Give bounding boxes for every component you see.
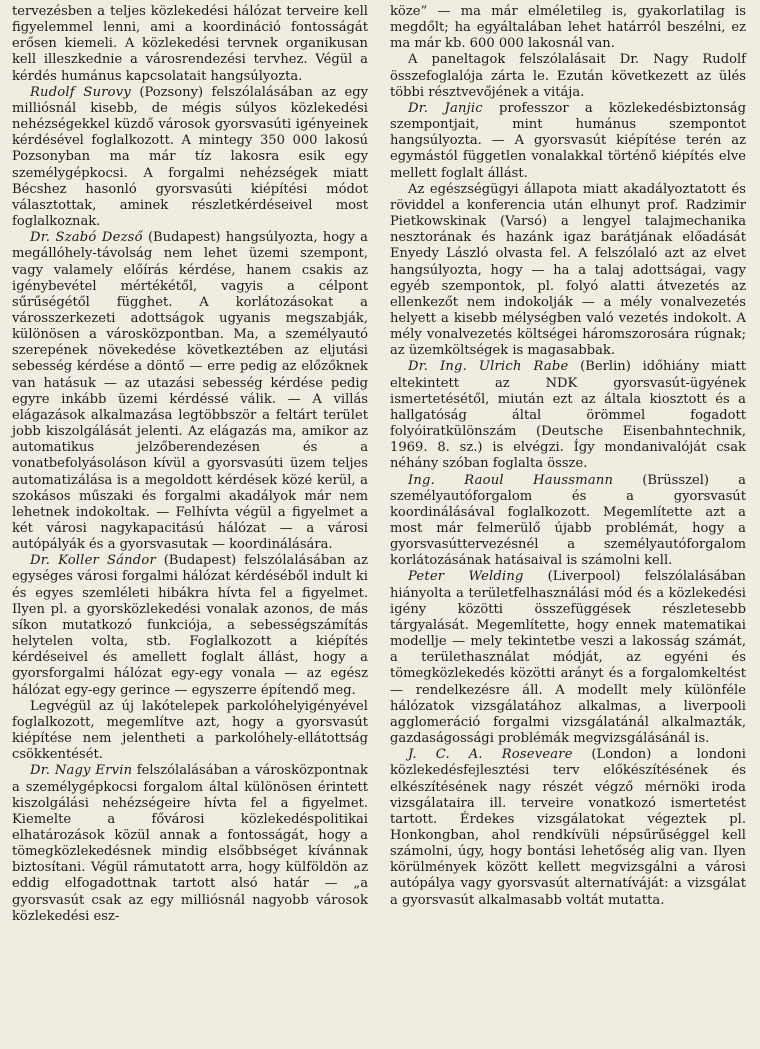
paragraph-text: (Brüsszel) a személyautóforgalom és a gyorsvasút koordinálásával foglalkozott. Megemlítette azt a most már felmerülő újabb problémát, hogy a gyorsvasúttervezésnél a személyautóforgalom korlátozásának hatásaival is számolni kell. (390, 472, 746, 569)
paragraph-text: (Berlin) időhiány miatt eltekintett az NDK gyorsvasút-ügyének ismertetésétől, miután ezt az általa kiosztott és a hallgatóság által örömmel fogadott folyóiratkülönszám (Deutsche Eisenbahntechnik, 1969. 8. sz.) is elvégzi. Így mondanivalóját csak néhány szóban foglalta össze. (390, 359, 746, 472)
speaker-name: Dr. Janjic (408, 100, 483, 116)
paragraph (12, 85, 368, 230)
paragraph (390, 569, 746, 747)
paragraph (12, 699, 368, 764)
paragraph (12, 4, 368, 85)
paragraph-text: Az egészségügyi állapota miatt akadályoztatott és röviddel a konferencia után elhunyt prof. Radzimir Pietkowskinak (Varsó) a lengyel talajmechanika nesztorának és hazánk igaz barátjának előadását Enyedy László olvasta fel. A felszólaló azt az elvet hangsúlyozta, hogy — ha a talaj adottságai, vagy egyéb szempontok, pl. folyó alatti átvezetés az ellenkezőt nem indokolják — a mély vonalvezetés helyett a kisebb mélységben való vezetés indokolt. A mély vonalvezetés költségei háromszorosára rúgnak; az üzemköltségek is magasabbak. (390, 181, 746, 359)
paragraph (390, 52, 746, 100)
paragraph-text: A paneltagok felszólalásait Dr. Nagy Rudolf összefoglalója zárta le. Ezután következett az ülés többi résztvevőjének a vitája. (390, 52, 746, 100)
paragraph (12, 553, 368, 698)
right-column (390, 4, 746, 1049)
paragraph-text: (Budapest) felszólalásában az egységes városi forgalmi hálózat kérdéséből indult ki és egyes szemléleti hibákra hívta fel a figyelmet. Ilyen pl. a gyorsközlekedési vonalak azonos, de más síkon mutatkozó funkciója, a sebességszámítás helytelen volta, stb. Foglalkozott a kiépítés kérdéseivel és amellett foglalt állást, hogy a gyorsforgalmi hálózat egy-egy vonala — az egész hálózat egy-egy gerince — egyszerre építendő meg. (12, 553, 368, 698)
paragraph-text: Legvégül az új lakótelepek parkolóhelyigényével foglalkozott, megemlítve azt, hogy a gyorsvasút kiépítése nem jelentheti a parkolóhely-ellátottság csökkentését. (12, 698, 368, 763)
paragraph (390, 747, 746, 909)
paragraph (12, 230, 368, 553)
paragraph-text: (Budapest) hangsúlyozta, hogy a megállóhely-távolság nem lehet üzemi szempont, vagy valamely előírás kérdése, hanem csakis az igénybevétel mértékétől, vagyis a célpont sűrűségétől függhet. A korlátozásokat a városszerkezeti adottságok ugyanis megszabják, különösen a városközpontban. Ma, a személyautó szerepének növekedése következtében az eljutási sebesség kérdése a döntő — erre pedig az előzőknek van hatásuk — az utazási sebesség kérdése pedig egyre inkább üzemi kérdéssé válik. — A villás elágazások alkalmazása legtöbbször a feltárt terület jobb kiszolgálását jelenti. Az elágazás ma, amikor az automatikus jelzőberendezésen és a vonatbefolyásoláson kívül a gyorsvasúti üzem teljes automatizálása is a megoldott kérdések közé kerül, a szokásos műszaki és forgalmi akadályok már nem lehetnek indokoltak. — Felhívta végül a figyelmet a két városi nagykapacitású hálózat — a városi autópályák és a gyorsvasutak — koordinálására. (12, 230, 368, 553)
paragraph (390, 4, 746, 52)
paragraph (390, 182, 746, 360)
paragraph (390, 359, 746, 472)
paragraph-text: professzor a közlekedésbiztonság szempontjait, mint humánus szempontot hangsúlyozta. — A gyorsvasút kiépítése terén az egymástól független vonalakkal történő kiépítés elve mellett foglalt állást. (390, 100, 746, 181)
paragraph-text: (Liverpool) felszólalásában hiányolta a területfelhasználási mód és a közlekedési igény közötti összefüggések részletesebb tárgyalását. Megemlítette, hogy ennek matematikai modellje — mely tekintetbe veszi a lakosság számát, a területhasználat módját, az egyéni és tömegközlekedés közötti arányt és a forgalomkeltést — rendelkezésre áll. A modellt mely különféle hálózatok vizsgálatához alkalmas, a liverpooli agglomeráció forgalmi vizsgálatánál alkalmazták, gazdaságossági problémák megvizsgálásánál is. (390, 569, 746, 747)
paragraph-text: tervezésben a teljes közlekedési hálózat terveire kell figyelemmel lenni, ami a koordináció fontosságát erősen kiemeli. A közlekedési tervnek organikusan kell illeszkednie a városrendezési tervhez. Végül a kérdés humánus kapcsolatait hangsúlyozta. (12, 4, 368, 84)
paragraph (12, 763, 368, 925)
speaker-name: Rudolf Surovy (30, 84, 131, 100)
speaker-name: Dr. Ing. Ulrich Rabe (408, 359, 569, 375)
paragraph-text: (London) a londoni közlekedésfejlesztési terv előkészítésének és elkészítésének nagy részét végző mérnöki iroda vizsgálataira ill. terveire vonatkozó ismertetést tartott. Érdekes vizsgálatokat végeztek pl. Honkongban, ahol rendkívüli népsűrűséggel kell számolni, úgy, hogy bontási lehetőség alig van. Ilyen körülmények között kellett megvizsgálni a városi autópálya vagy gyorsvasút alternatíváját: a vizsgálat a gyorsvasút alkalmasabb voltát mutatta. (390, 747, 746, 908)
speaker-name: Dr. Szabó Dezső (30, 230, 143, 246)
speaker-name: Dr. Koller Sándor (30, 553, 156, 569)
paragraph-text: (Pozsony) felszólalásában az egy milliósnál kisebb, de mégis súlyos közlekedési nehézségekkel küzdő városok gyorsvasúti igényeinek kérdésével foglalkozott. A mintegy 350 000 lakosú Pozsonyban ma már tíz lakosra esik egy személygépkocsi. A forgalmi nehézségek miatt Bécshez hasonló gyorsvasúti kiépítési módot választottak, aminek részletkérdéseivel most foglalkoznak. (12, 84, 368, 230)
speaker-name: Dr. Nagy Ervin (30, 763, 133, 779)
speaker-name: Ing. Raoul Haussmann (408, 472, 614, 488)
paragraph-text: felszólalásában a városközpontnak a személygépkocsi forgalom által különösen érintett kiszolgálási nehézségeire hívta fel a figyelmet. Kiemelte a fővárosi közlekedéspolitikai elhatározások közül annak a fontosságát, hogy a tömegközlekedésnek mindig elsőbbséget kívánnak biztosítani. Végül rámutatott arra, hogy külföldön az eddig elfogadottnak tartott alsó határ — „a gyorsvasút csak az egy milliósnál nagyobb városok közlekedési esz- (12, 763, 368, 924)
speaker-name: J. C. A. Roseveare (408, 747, 573, 763)
paragraph (390, 101, 746, 182)
paragraph (390, 473, 746, 570)
paragraph-text: köze” — ma már elméletileg is, gyakorlatilag is megdőlt; ha egyáltalában lehet határról beszélni, ez ma már kb. 600 000 lakosnál van. (390, 4, 746, 52)
left-column (12, 4, 368, 1049)
speaker-name: Peter Welding (408, 569, 524, 585)
